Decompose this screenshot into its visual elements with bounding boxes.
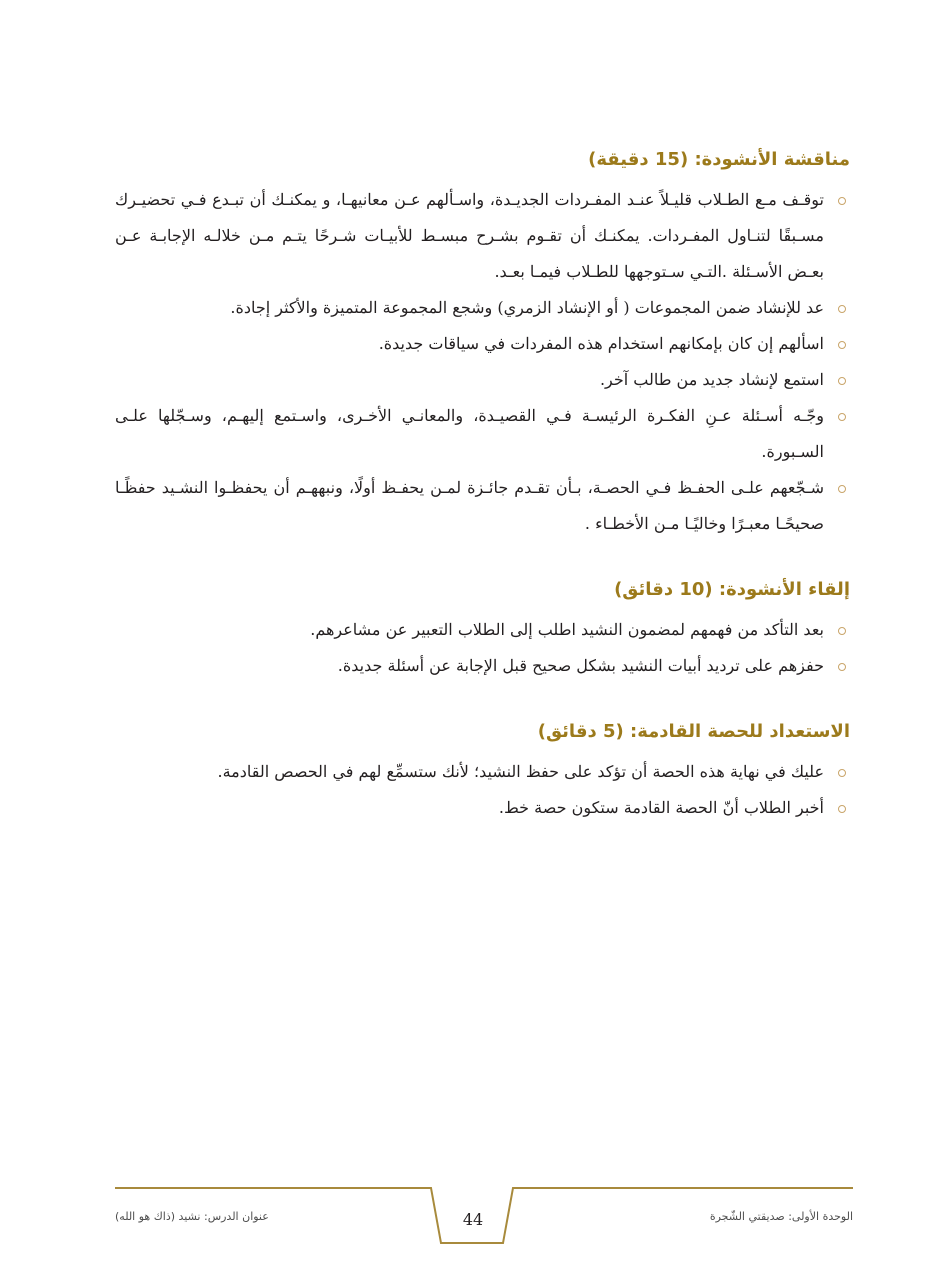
list-item: عد للإنشاد ضمن المجموعات ( أو الإنشاد الزمري) وشجع المجموعة المتميزة والأكثر إجادة.: [115, 290, 850, 326]
list-item: اسألهم إن كان بإمكانهم استخدام هذه المفردات في سياقات جديدة.: [115, 326, 850, 362]
recitation-list: [115, 612, 850, 684]
bullet-icon: [838, 805, 846, 813]
section-title-discussion: مناقشة الأنشودة: (15 دقيقة): [588, 149, 850, 170]
page-content: [115, 146, 850, 860]
discussion-list: [115, 182, 850, 542]
section-recitation: [115, 576, 850, 684]
section-title-next-lesson: الاستعداد للحصة القادمة: (5 دقائق): [537, 721, 850, 742]
list-item: أخبر الطلاب أنّ الحصة القادمة ستكون حصة خط.: [115, 790, 850, 826]
bullet-icon: [838, 663, 846, 671]
bullet-icon: [838, 627, 846, 635]
footer-lesson-title: عنوان الدرس: نشيد (ذاك هو الله): [115, 1210, 269, 1223]
bullet-icon: [838, 377, 846, 385]
list-item: استمع لإنشاد جديد من طالب آخر.: [115, 362, 850, 398]
list-item: شـجّعهم علـى الحفـظ فـي الحصـة، بـأن تقـدم جائـزة لمـن يحفـظ أولًا، ونبههـم أن يحفظـوا النشـيد حفظًـا صحيحًـا معبـرًا وخاليًـا مـن الأخطـاء .: [115, 470, 850, 542]
bullet-icon: [838, 769, 846, 777]
bullet-icon: [838, 413, 846, 421]
page-number: 44: [462, 1210, 484, 1229]
list-item: حفزهم على ترديد أبيات النشيد بشكل صحيح قبل الإجابة عن أسئلة جديدة.: [115, 648, 850, 684]
bullet-icon: [838, 341, 846, 349]
list-item: وجّـه أسـئلة عـنِ الفكـرة الرئيسـة فـي القصيـدة، والمعانـي الأخـرى، واسـتمع إليهـم، وسـجّلها علـى السـبورة.: [115, 398, 850, 470]
footer-unit-title: الوحدة الأولى: صديقتي الشّجرة: [709, 1210, 853, 1223]
section-next-lesson: [115, 718, 850, 826]
bullet-icon: [838, 197, 846, 205]
list-item: عليك في نهاية هذه الحصة أن تؤكد على حفظ النشيد؛ لأنك ستسمِّع لهم في الحصص القادمة.: [115, 754, 850, 790]
bullet-icon: [838, 485, 846, 493]
list-item: توقـف مـع الطـلاب قليـلاً عنـد المفـردات الجديـدة، واسـألهم عـن معانيهـا، و يمكنـك أن تبـدع فـي تحضيـرك مسـبقًا لتنـاول المفـردات. يمكنـك أن تقـوم بشـرح مبسـط للأبيـات شـرحًا يتـم مـن خلالـه الإجابـة عـن بعـض الأسـئلة .التـي سـتوجهها للطـلاب فيمـا بعـد.: [115, 182, 850, 290]
page-footer: [115, 1186, 853, 1246]
next-lesson-list: [115, 754, 850, 826]
list-item: بعد التأكد من فهمهم لمضمون النشيد اطلب إلى الطلاب التعبير عن مشاعرهم.: [115, 612, 850, 648]
bullet-icon: [838, 305, 846, 313]
section-discussion: [115, 146, 850, 542]
section-title-recitation: إلقاء الأنشودة: (10 دقائق): [614, 579, 850, 600]
